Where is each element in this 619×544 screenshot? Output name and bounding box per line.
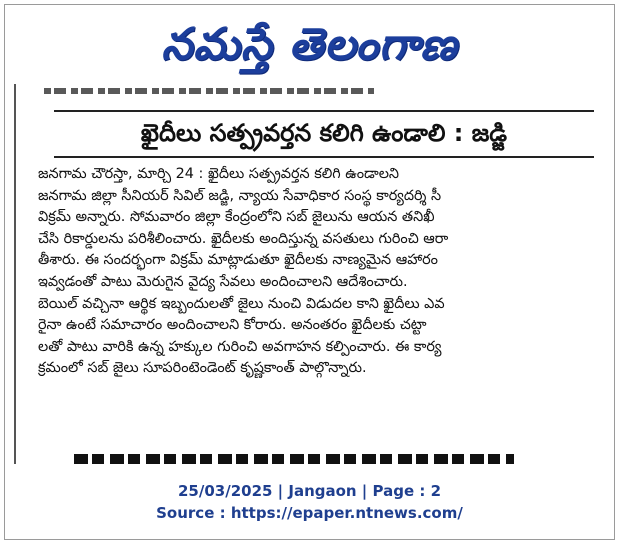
headline-rule-bottom	[54, 156, 594, 158]
article-line: రైనా ఉంటే సమాచారం అందించాలని కోరారు. అనంతరం ఖైదీలకు చట్టా	[38, 317, 427, 334]
article-body	[38, 164, 598, 380]
article-line: లతో పాటు వారికి ఉన్న హక్కుల గురించి అవగాహన కల్పించారు. ఈ కార్య	[38, 338, 442, 355]
article-headline: ఖైదీలు సత్ప్రవర్తన కలిగి ఉండాలి : జడ్జి	[140, 119, 508, 147]
article-line: తీశారు. ఈ సందర్భంగా విక్రమ్ మాట్లాడుతూ ఖైదీలకు నాణ్యమైన ఆహారం	[38, 252, 438, 269]
cutoff-text-top	[44, 84, 374, 96]
article-line: జనగామ చౌరస్తా, మార్చి 24 : ఖైదీలు సత్ప్రవర్తన కలిగి ఉండాలని	[38, 166, 400, 182]
article-line: జనగామ జిల్లా సీనియర్ సివిల్ జడ్జి, న్యాయ సేవాధికార సంస్థ కార్యదర్శి సీ	[38, 187, 442, 204]
article-line: విక్రమ్ అన్నారు. సోమవారం జిల్లా కేంద్రంలోని సబ్ జైలును ఆయన తనిఖీ	[38, 209, 435, 226]
article-line: చేసి రికార్డులను పరిశీలించారు. ఖైదీలకు అందిస్తున్న వసతులు గురించి ఆరా	[38, 230, 449, 247]
article-line: ఇవ్వడంతో పాటు మెరుగైన వైద్య సేవలు అందించాలని ఆదేశించారు.	[38, 273, 408, 290]
article-line: బెయిల్ వచ్చినా ఆర్థిక ఇబ్బందులతో జైలు నుంచి విడుదల కాని ఖైదీలు ఎవ	[38, 295, 445, 312]
cutoff-text-bottom	[74, 454, 514, 464]
edition-meta: 25/03/2025 | Jangaon | Page : 2	[177, 482, 442, 500]
newspaper-masthead: నమస్తే తెలంగాణ	[161, 19, 458, 70]
column-divider	[14, 84, 16, 464]
source-link[interactable]: Source : https://epaper.ntnews.com/	[156, 504, 463, 522]
headline-rule-top	[54, 110, 594, 112]
article-line: క్రమంలో సబ్ జైలు సూపరింటెండెంట్ కృష్ణకాంత్ పాల్గొన్నారు.	[38, 360, 367, 377]
clipping-footer	[0, 480, 619, 524]
article-clipping	[14, 84, 605, 464]
